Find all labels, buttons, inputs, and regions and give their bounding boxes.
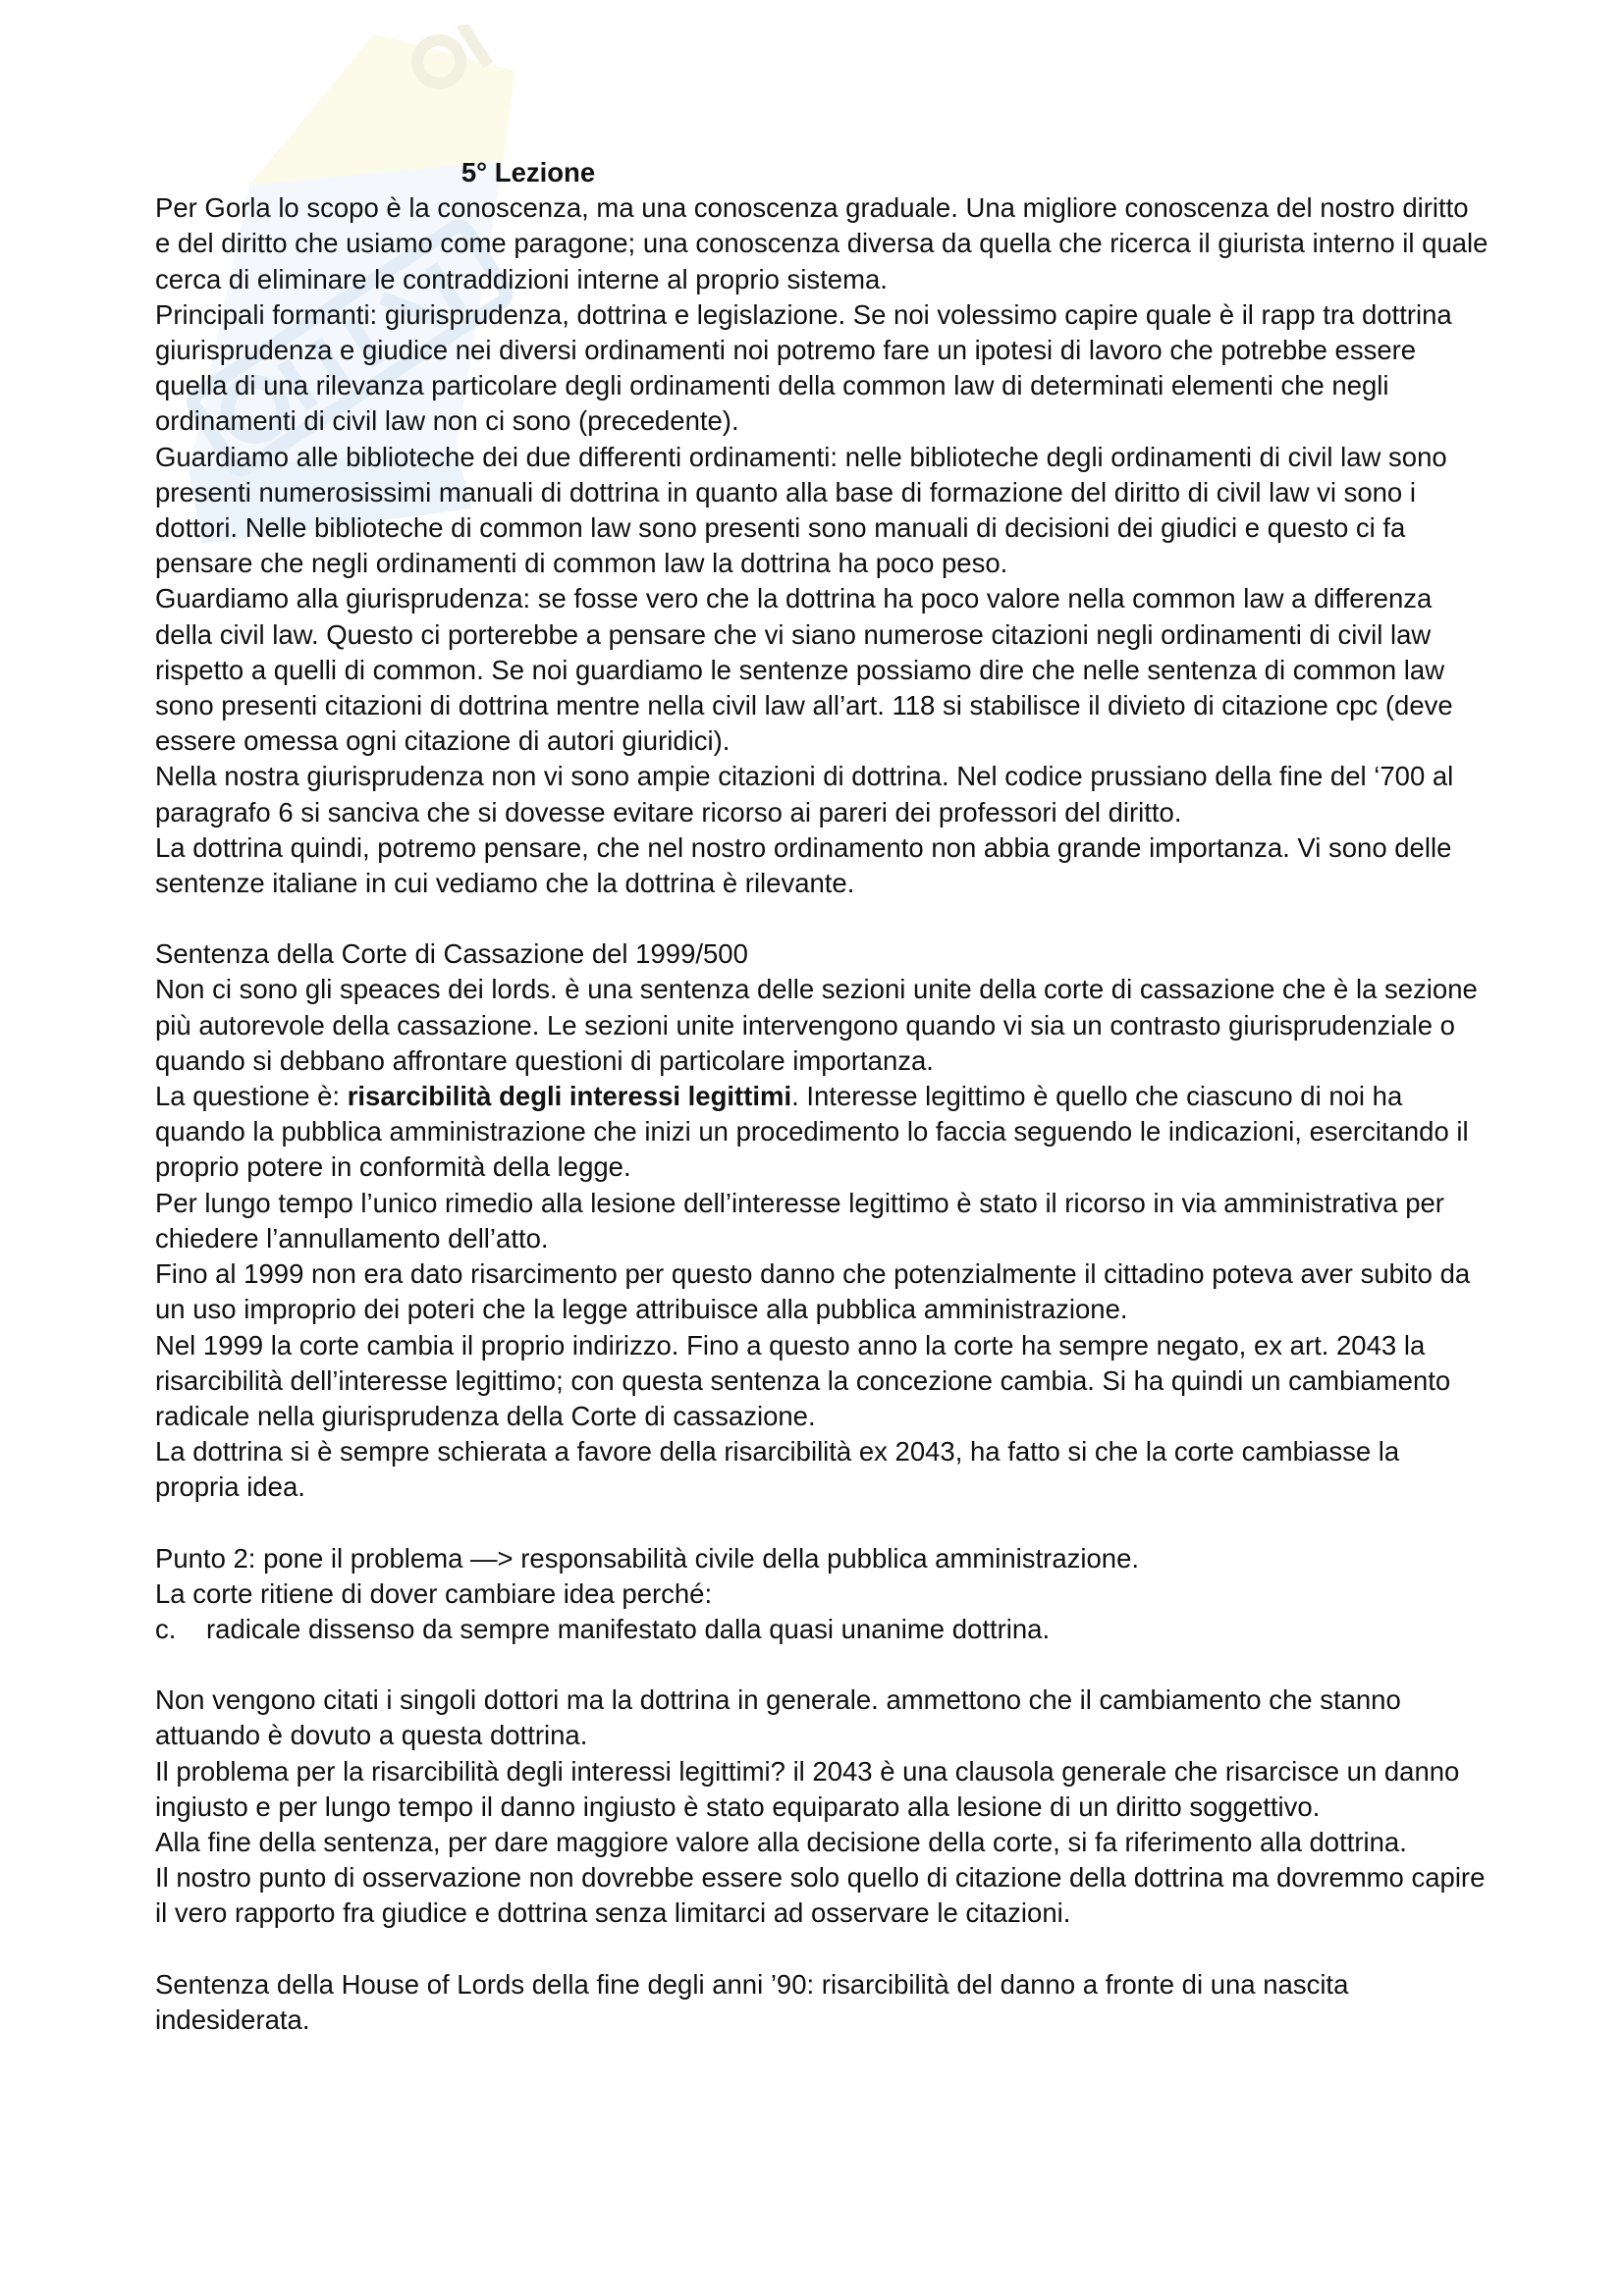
paragraph: Non ci sono gli speaces dei lords. è una sentenza delle sezioni unite della corte di cassazione che è la sezione più autorevole della cassazione. Le sezioni unite intervengono quando vi sia un contrasto giurisprudenziale o quando si debbano affrontare questioni di particolare importanza. bbox=[155, 974, 1478, 1076]
paragraph: Nel 1999 la corte cambia il proprio indirizzo. Fino a questo anno la corte ha sempre negato, ex art. 2043 la risarcibilità dell’interesse legittimo; con questa sentenza la concezione cambia. Si ha quindi un cambiamento radicale nella giurisprudenza della Corte di cassazione. bbox=[155, 1329, 1451, 1431]
paragraph: Il nostro punto di osservazione non dovrebbe essere solo quello di citazione della dottrina ma dovremmo capire il vero rapporto fra giudice e dottrina senza limitarci ad osservare le citazioni. bbox=[155, 1862, 1486, 1929]
spacer bbox=[155, 1647, 1490, 1682]
paragraph: Il problema per la risarcibilità degli interessi legittimi? il 2043 è una clausola generale che risarcisce un danno ingiusto e per lungo tempo il danno ingiusto è stato equiparato alla lesione di un diritto soggettivo. bbox=[155, 1755, 1460, 1822]
paragraph: Non vengono citati i singoli dottori ma la dottrina in generale. ammettono che il cambiamento che stanno attuando è dovuto a questa dottrina. bbox=[155, 1684, 1401, 1751]
paragraph bbox=[155, 1079, 1490, 1186]
spacer bbox=[155, 1932, 1490, 1967]
bold-phrase: risarcibilità degli interessi legittimi bbox=[347, 1081, 792, 1112]
page-title: 5° Lezione bbox=[460, 157, 596, 187]
paragraph: Principali formanti: giurisprudenza, dottrina e legislazione. Se noi volessimo capire quale è il rapp tra dottrina giurisprudenza e giudice nei diversi ordinamenti noi potremo fare un ipotesi di lavoro che potrebbe essere quella di una rilevanza particolare degli ordinamenti della common law di determinati elementi che negli ordinamenti di civil law non ci sono (precedente). bbox=[155, 298, 1452, 437]
list-item bbox=[155, 1612, 1490, 1647]
paragraph: Guardiamo alla giurisprudenza: se fosse vero che la dottrina ha poco valore nella common law a differenza della civil law. Questo ci porterebbe a pensare che vi siano numerose citazioni negli ordinamenti di civil law rispetto a quelli di common. Se noi guardiamo le sentenze possiamo dire che nelle sentenza di common law sono presenti citazioni di dottrina mentre nella civil law all’art. 118 si stabilisce il divieto di citazione cpc (deve essere omessa ogni citazione di autori giuridici). bbox=[155, 583, 1453, 757]
spacer bbox=[155, 901, 1490, 936]
paragraph: Sentenza della House of Lords della fine degli anni ’90: risarcibilità del danno a fronte di una nascita indesiderata. bbox=[155, 1968, 1349, 2035]
paragraph: Guardiamo alle biblioteche dei due differenti ordinamenti: nelle biblioteche degli ordinamenti di civil law sono presenti numerosissimi manuali di dottrina in quanto alla base di formazione del diritto di civil law vi sono i dottori. Nelle biblioteche di common law sono presenti sono manuali di decisioni dei giudici e questo ci fa pensare che negli ordinamenti di common law la dottrina ha poco peso. bbox=[155, 441, 1447, 579]
section-heading: Sentenza della Corte di Cassazione del 1999/500 bbox=[155, 938, 748, 970]
paragraph: La corte ritiene di dover cambiare idea perché: bbox=[155, 1577, 713, 1609]
list-marker: c. bbox=[155, 1613, 177, 1644]
text-run: . Interesse legittimo è quello che ciascuno di noi ha quando la pubblica amministrazione che inizi un procedimento lo faccia seguendo le indicazioni, esercitando il proprio potere in conformità della legge. bbox=[155, 1081, 1469, 1183]
document-body bbox=[155, 155, 1490, 2038]
paragraph: La dottrina si è sempre schierata a favore della risarcibilità ex 2043, ha fatto si che la corte cambiasse la propria idea. bbox=[155, 1436, 1400, 1503]
spacer bbox=[155, 1506, 1490, 1541]
paragraph: Per lungo tempo l’unico rimedio alla lesione dell’interesse legittimo è stato il ricorso in via amministrativa per chiedere l’annullamento dell’atto. bbox=[155, 1187, 1444, 1254]
paragraph: Per Gorla lo scopo è la conoscenza, ma una conoscenza graduale. Una migliore conoscenza del nostro diritto e del diritto che usiamo come paragone; una conoscenza diversa da quella che ricerca il giurista interno il quale cerca di eliminare le contraddizioni interne al proprio sistema. bbox=[155, 192, 1489, 294]
paragraph: Punto 2: pone il problema —> responsabilità civile della pubblica amministrazione. bbox=[155, 1542, 1140, 1574]
text-run: La questione è: bbox=[155, 1081, 348, 1112]
paragraph: La dottrina quindi, potremo pensare, che nel nostro ordinamento non abbia grande importanza. Vi sono delle sentenze italiane in cui vediamo che la dottrina è rilevante. bbox=[155, 831, 1452, 899]
paragraph: Nella nostra giurisprudenza non vi sono ampie citazioni di dottrina. Nel codice prussiano della fine del ‘700 al paragrafo 6 si sanciva che si dovesse evitare ricorso ai pareri dei professori del diritto. bbox=[155, 761, 1454, 828]
list-item-text: radicale dissenso da sempre manifestato dalla quasi unanime dottrina. bbox=[206, 1613, 1051, 1644]
paragraph: Alla fine della sentenza, per dare maggiore valore alla decisione della corte, si fa riferimento alla dottrina. bbox=[155, 1826, 1407, 1857]
paragraph: Fino al 1999 non era dato risarcimento per questo danno che potenzialmente il cittadino poteva aver subito da un uso improprio dei poteri che la legge attribuisce alla pubblica amministrazione. bbox=[155, 1258, 1471, 1325]
